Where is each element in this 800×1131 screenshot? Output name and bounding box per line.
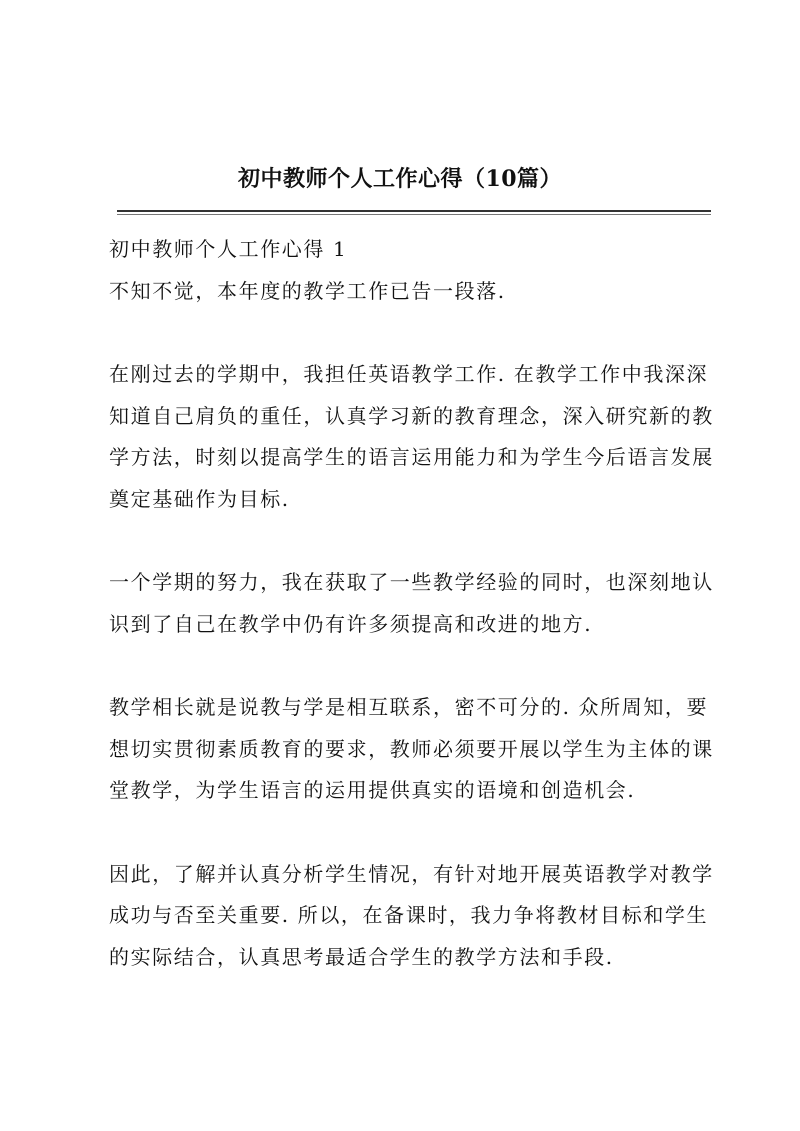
title-underline-thin — [117, 214, 711, 215]
section-heading: 初中教师个人工作心得 1 — [109, 237, 348, 261]
paragraph-line: 识到了自己在教学中仍有许多须提高和改进的地方. — [109, 611, 593, 636]
paragraph-line: 想切实贯彻素质教育的要求，教师必须要开展以学生为主体的课 — [109, 736, 714, 761]
paragraph-line: 堂教学，为学生语言的运用提供真实的语境和创造机会. — [109, 778, 636, 802]
paragraph-line: 学方法，时刻以提高学生的语言运用能力和为学生今后语言发展 — [109, 445, 714, 469]
document-title: 初中教师个人工作心得（10篇） — [237, 166, 563, 192]
paragraph-1 — [109, 354, 714, 520]
paragraph-line: 一个学期的努力，我在获取了一些教学经验的同时，也深刻地认 — [109, 570, 714, 594]
title-underline — [117, 210, 711, 212]
paragraph-3 — [109, 687, 714, 812]
paragraph-line: 教学相长就是说教与学是相互联系，密不可分的. 众所周知，要 — [109, 695, 709, 719]
paragraph-line: 在刚过去的学期中，我担任英语教学工作. 在教学工作中我深深 — [109, 362, 709, 386]
document-body — [109, 229, 714, 1020]
paragraph-4 — [109, 854, 714, 979]
paragraph-line: 成功与否至关重要. 所以，在备课时，我力争将教材目标和学生 — [109, 903, 709, 927]
paragraph-line: 知道自己肩负的重任，认真学习新的教育理念，深入研究新的教 — [109, 403, 714, 428]
intro-paragraph: 不知不觉，本年度的教学工作已告一段落. — [109, 278, 506, 303]
paragraph-line: 的实际结合，认真思考最适合学生的教学方法和手段. — [109, 944, 614, 969]
paragraph-line: 因此，了解并认真分析学生情况，有针对地开展英语教学对教学 — [109, 861, 714, 886]
paragraph-2 — [109, 562, 714, 645]
paragraph-line: 奠定基础作为目标. — [109, 486, 290, 511]
